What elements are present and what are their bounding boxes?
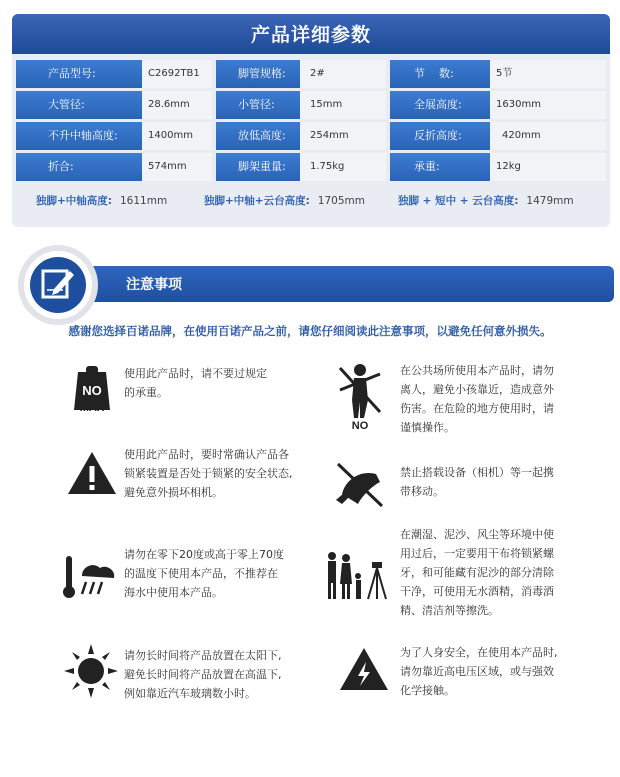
- people-tripod-icon: [322, 548, 388, 604]
- warning-line: 的承重。: [124, 386, 168, 399]
- spec-note-label: 独脚+中轴高度:: [36, 195, 112, 207]
- spec-label: 小管径:: [216, 91, 300, 119]
- warning-line: 伤害。在危险的地方使用时，请: [400, 402, 554, 415]
- no-carry-equipment-icon: [332, 456, 388, 512]
- warning-line: 化学接触。: [400, 684, 455, 697]
- spec-label: 承重:: [390, 153, 490, 181]
- notice-title: 注意事项: [126, 277, 182, 293]
- spec-label: 折合:: [16, 153, 142, 181]
- warning-text: [400, 643, 558, 700]
- spec-label: 反折高度:: [390, 122, 490, 150]
- warning-text: [400, 525, 554, 620]
- badge-no-text: NO: [351, 420, 369, 432]
- spec-label: 脚管规格:: [216, 60, 300, 88]
- spec-label: 全展高度:: [390, 91, 490, 119]
- spec-label: 脚架重量:: [216, 153, 300, 181]
- warning-line: 离人，避免小孩靠近，造成意外: [400, 383, 554, 396]
- spec-label: 不升中轴高度:: [16, 122, 142, 150]
- warning-line: 带移动。: [400, 485, 444, 498]
- warning-line: 使用此产品时，请不要过规定: [124, 367, 267, 380]
- badge-max-text: MAX: [79, 402, 105, 414]
- spec-value: 5节: [490, 60, 606, 88]
- warning-text: [124, 445, 293, 502]
- spec-label: 节 数:: [390, 60, 490, 88]
- warning-triangle-icon: [64, 446, 120, 502]
- spec-note: [398, 194, 574, 208]
- spec-value: 1400mm: [142, 122, 212, 150]
- spec-note-label: 独脚+中轴+云台高度:: [204, 195, 310, 207]
- spec-label: 放低高度:: [216, 122, 300, 150]
- notice-badge: [18, 245, 98, 325]
- warning-line: 例如靠近汽车玻璃数小时。: [124, 687, 256, 700]
- sun-icon: [62, 642, 118, 698]
- warning-line: 在潮湿、泥沙、风尘等环境中使: [400, 528, 554, 541]
- warning-text: [400, 361, 554, 437]
- spec-note: [36, 194, 167, 208]
- spec-value: C2692TB1: [142, 60, 212, 88]
- thanks-message: 感谢您选择百诺品牌，在使用百诺产品之前，请您仔细阅读此注意事项，以避免任何意外损失。: [68, 324, 552, 338]
- spec-value: 12kg: [490, 153, 606, 181]
- spec-value: 574mm: [142, 153, 212, 181]
- spec-value: 1630mm: [490, 91, 606, 119]
- temperature-weather-icon: [62, 548, 118, 604]
- spec-value: 15mm: [300, 91, 386, 119]
- warning-line: 的温度下使用本产品，不推荐在: [124, 567, 278, 580]
- warning-line: 锁紧装置是否处于锁紧的安全状态,: [124, 467, 293, 480]
- warning-text: [400, 463, 554, 501]
- spec-note-value: 1611mm: [120, 195, 168, 207]
- warning-line: 禁止搭载设备（相机）等一起携: [400, 466, 554, 479]
- badge-no-text: NO: [82, 383, 102, 398]
- warning-line: 海水中使用本产品。: [124, 586, 223, 599]
- warning-line: 使用此产品时，要时常确认产品各: [124, 448, 289, 461]
- spec-value: 28.6mm: [142, 91, 212, 119]
- spec-value: 254mm: [300, 122, 386, 150]
- spec-label: 大管径:: [16, 91, 142, 119]
- warning-line: 在公共场所使用本产品时，请勿: [400, 364, 554, 377]
- warning-line: 避免意外损坏相机。: [124, 486, 223, 499]
- warning-line: 用过后，一定要用干布将锁紧螺: [400, 547, 554, 560]
- warning-line: 干净，可使用无水酒精，消毒酒: [400, 585, 554, 598]
- spec-value: 1.75kg: [300, 153, 386, 181]
- warning-line: 谨慎操作。: [400, 421, 455, 434]
- no-children-icon: [332, 360, 388, 436]
- warning-line: 精、清洁剂等擦洗。: [400, 604, 499, 617]
- warning-line: 请勿长时间将产品放置在太阳下,: [124, 649, 282, 662]
- spec-value: 2#: [300, 60, 386, 88]
- spec-header: [12, 14, 610, 54]
- spec-note-label: 独脚 + 短中 + 云台高度:: [398, 195, 519, 207]
- warning-line: 避免长时间将产品放置在高温下,: [124, 668, 282, 681]
- warning-text: [124, 646, 282, 703]
- warning-line: 请勿在零下20度或高于零上70度: [124, 548, 284, 561]
- no-max-weight-icon: [64, 362, 120, 418]
- spec-title: 产品详细参数: [250, 24, 371, 46]
- warning-text: [124, 364, 267, 402]
- spec-note-value: 1705mm: [317, 195, 365, 207]
- warning-line: 牙，和可能藏有泥沙的部分清除: [400, 566, 554, 579]
- edit-document-icon: [30, 257, 86, 313]
- warning-line: 为了人身安全，在使用本产品时,: [400, 646, 558, 659]
- notice-banner: [30, 266, 614, 302]
- high-voltage-icon: [336, 640, 392, 696]
- spec-label: 产品型号:: [16, 60, 142, 88]
- notice-badge-inner: [30, 257, 86, 313]
- spec-panel: [12, 14, 610, 227]
- spec-note: [204, 194, 365, 208]
- warning-text: [124, 545, 284, 602]
- spec-value: 420mm: [490, 122, 606, 150]
- spec-note-value: 1479mm: [526, 195, 574, 207]
- warning-line: 请勿靠近高电压区域，或与强效: [400, 665, 554, 678]
